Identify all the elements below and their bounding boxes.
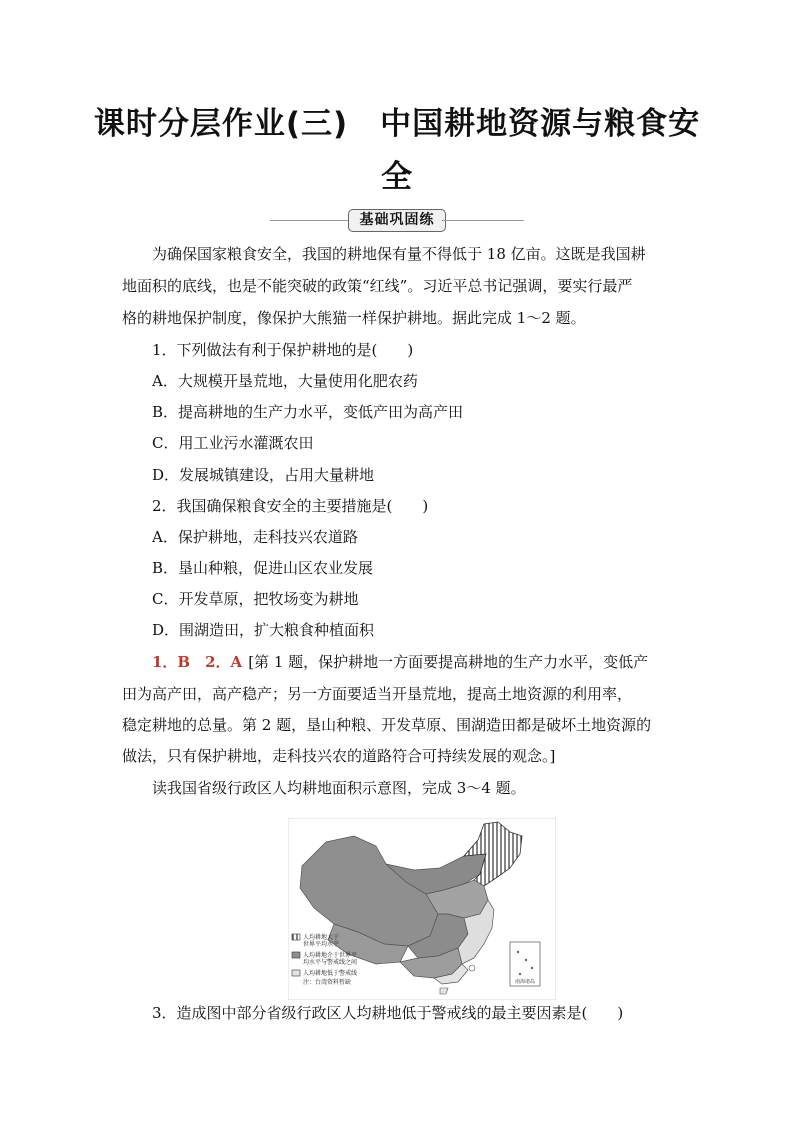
question-1-option-a: A．大规模开垦荒地，大量使用化肥农药 [152, 372, 418, 390]
question-1-option-b: B．提高耕地的生产力水平，变低产田为高产田 [152, 403, 464, 421]
intro-line-2: 地面积的底线，也是不能突破的政策“红线”。习近平总书记强调，要实行最严 [122, 277, 633, 295]
question-1-option-d: D．发展城镇建设，占用大量耕地 [152, 466, 375, 484]
question-1-stem: 1．下列做法有利于保护耕地的是( ) [152, 341, 414, 359]
section-header [270, 208, 524, 232]
legend-label: 人均耕地大于 [303, 934, 340, 941]
page-title-line1: 课时分层作业(三) 中国耕地资源与粮食安 [93, 106, 701, 142]
legend-swatch-below-warning [292, 970, 300, 976]
divider-left [270, 220, 352, 221]
question-2-stem: 2．我国确保粮食安全的主要措施是( ) [152, 497, 429, 515]
cultivated-land-map [288, 818, 556, 1000]
legend-label: 世界平均水平 [303, 941, 340, 948]
answer-explanation-1: [第 1 题，保护耕地一方面要提高耕地的生产力水平，变低产 [248, 653, 649, 671]
legend-note: 注：台湾资料暂缺 [303, 979, 352, 986]
answer-line-3: 稳定耕地的总量。第 2 题，垦山种粮、开发草原、围湖造田都是破坏土地资源的 [122, 716, 652, 734]
answer-line-1 [152, 652, 648, 672]
answer-line-4: 做法，只有保护耕地，走科技兴农的道路符合可持续发展的观念。] [122, 747, 556, 765]
section-label: 基础巩固练 [348, 209, 446, 232]
legend-label: 均水平与警戒线之间 [303, 959, 358, 966]
map-inset-island [531, 967, 533, 969]
map-inset-island [517, 951, 519, 953]
intro-line-3: 格的耕地保护制度，像保护大熊猫一样保护耕地。据此完成 1～2 题。 [122, 309, 586, 327]
divider-right [442, 220, 524, 221]
question-2-option-a: A．保护耕地，走科技兴农道路 [152, 528, 358, 546]
question-2-option-c: C．开发草原，把牧场变为耕地 [152, 590, 359, 608]
map-inset-island [519, 973, 521, 975]
map-region-taiwan [469, 965, 475, 971]
legend-swatch-above-world [292, 934, 300, 940]
question-3-stem: 3．造成图中部分省级行政区人均耕地低于警戒线的最主要因素是( ) [152, 1004, 624, 1022]
legend-label: 人均耕地介于世界平 [303, 952, 358, 959]
map-inset-label: 南海诸岛 [514, 979, 536, 985]
intro-line-1: 为确保国家粮食安全，我国的耕地保有量不得低于 18 亿亩。这既是我国耕 [152, 245, 646, 263]
answer-line-2: 田为高产田，高产稳产；另一方面要适当开垦荒地，提高土地资源的利用率， [122, 685, 633, 703]
question-2-option-d: D．围湖造田，扩大粮食种植面积 [152, 621, 375, 639]
question-2-option-b: B．垦山种粮，促进山区农业发展 [152, 559, 374, 577]
legend-swatch-between [292, 952, 300, 958]
map-inset-island [525, 959, 527, 961]
map-intro: 读我国省级行政区人均耕地面积示意图，完成 3～4 题。 [152, 779, 526, 797]
legend-label: 人均耕地低于警戒线 [303, 970, 358, 977]
page-title-line2: 全 [381, 159, 413, 195]
answer-key: 1．B 2．A [152, 653, 243, 671]
question-1-option-c: C．用工业污水灌溉农田 [152, 434, 314, 452]
